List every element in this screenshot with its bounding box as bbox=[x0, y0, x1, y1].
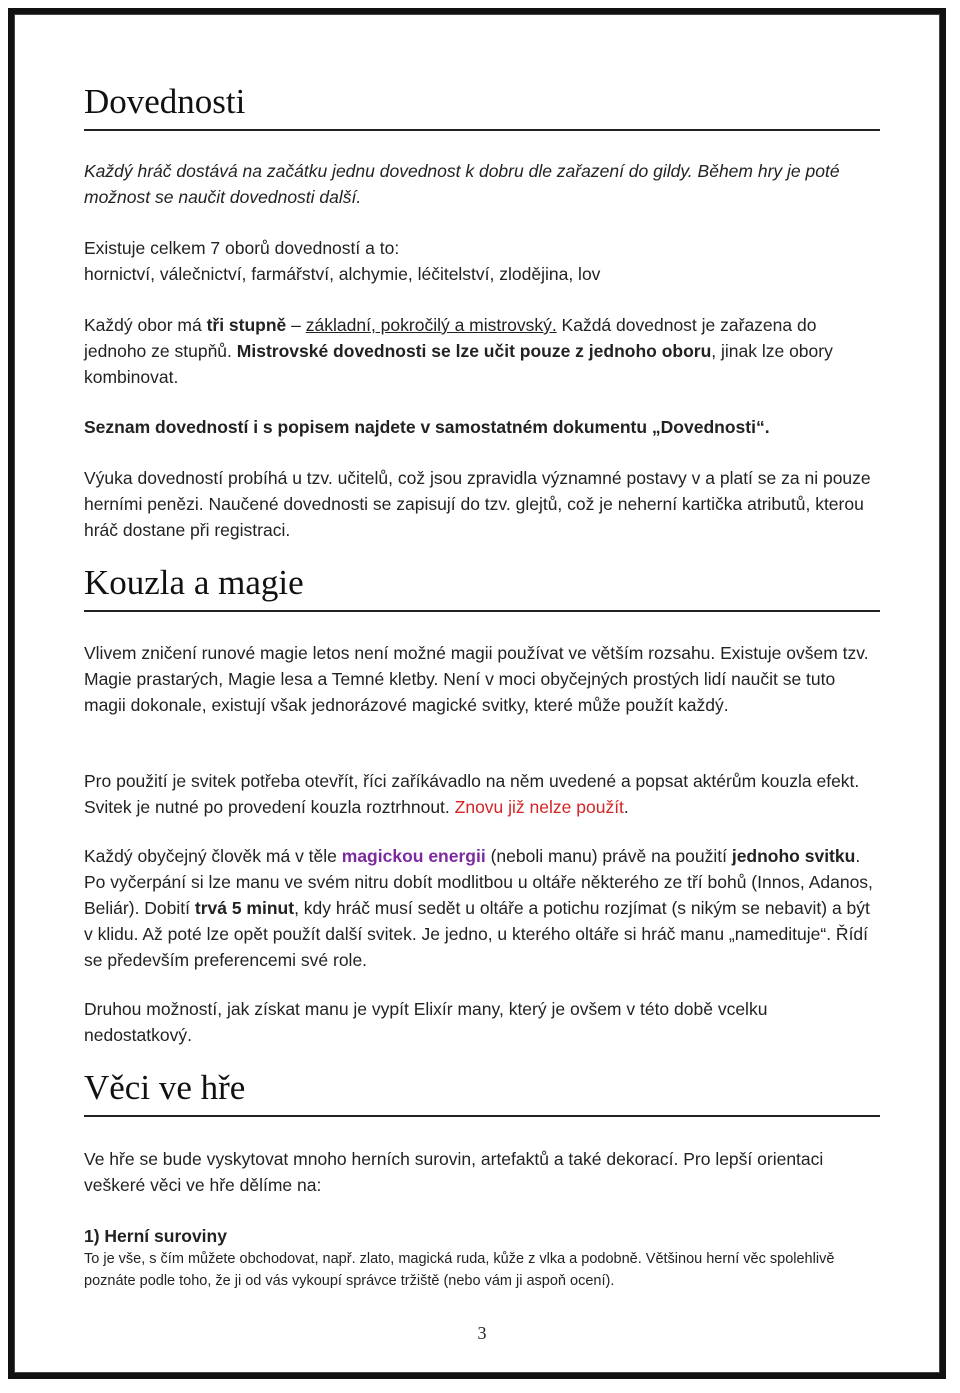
text-run: – bbox=[286, 315, 306, 335]
text-run: Každý obor má bbox=[84, 315, 207, 335]
bold-run: tři stupně bbox=[206, 315, 287, 335]
heading-dovednosti: Dovednosti bbox=[84, 82, 246, 121]
red-run: Znovu již nelze použít bbox=[454, 797, 624, 817]
text-run: , kdy hráč musí sedět u oltáře a potichu rozjímat (s nikým se nebavit) a být v klidu. Až poté lze opět použít další svitek. Je jedno, u kterého oltáře si hráč manu „namedituje“. Řídí se především preferencemi své role. bbox=[84, 898, 870, 970]
teaching-paragraph: Výuka dovedností probíhá u tzv. učitelů, což jsou zpravidla významné postavy v a platí se za ni pouze herními penězi. Naučené dovednosti se zapisují do tzv. glejtů, což je neherní kartička atributů, kterou hráč dostane při registraci. bbox=[84, 468, 871, 540]
page-number: 3 bbox=[477, 1323, 487, 1343]
text-run: , jinak lze obory kombinovat. bbox=[84, 341, 833, 387]
heading-kouzla: Kouzla a magie bbox=[84, 563, 304, 602]
text-run: Každý obyčejný člověk má v těle bbox=[84, 846, 342, 866]
purple-run: magickou energii bbox=[341, 846, 486, 866]
magic-paragraph-1: Vlivem zničení runové magie letos není možné magii používat ve větším rozsahu. Existuje ovšem tzv. Magie prastarých, Magie lesa a Temné kletby. Není v moci obyčejných prostých lidí naučit se tuto magii dokonale, existují však jednorázové magické svitky, které může použít každý. bbox=[84, 643, 869, 715]
skill-list-note: Seznam dovedností i s popisem najdete v samostatném dokumentu „Dovednosti“. bbox=[84, 417, 770, 437]
fields-list: hornictví, válečnictví, farmářství, alchymie, léčitelství, zlodějina, lov bbox=[84, 264, 601, 284]
magic-paragraph-2 bbox=[84, 768, 880, 820]
heading-veci: Věci ve hře bbox=[84, 1068, 246, 1107]
heading-rule bbox=[84, 129, 880, 131]
items-paragraph: Ve hře se bude vyskytovat mnoho herních surovin, artefaktů a také dekorací. Pro lepší orientaci veškeré věci ve hře dělíme na: bbox=[84, 1149, 824, 1195]
text-run: . Po vyčerpání si lze manu ve svém nitru dobít modlitbou u oltáře některého ze tří bohů (Innos, Adanos, Beliár). Dobití bbox=[84, 846, 873, 918]
magic-paragraph-4: Druhou možností, jak získat manu je vypít Elixír many, který je ovšem v této době vcelku nedostatkový. bbox=[84, 999, 768, 1045]
heading-rule bbox=[84, 1115, 880, 1117]
bold-run: jednoho svitku bbox=[731, 846, 856, 866]
subheading-herni-suroviny: 1) Herní suroviny bbox=[84, 1226, 227, 1246]
intro-paragraph: Každý hráč dostává na začátku jednu dovednost k dobru dle zařazení do gildy. Během hry je poté možnost se naučit dovednosti další. bbox=[84, 161, 840, 207]
heading-rule bbox=[84, 610, 880, 612]
text-run: Každá dovednost je zařazena do jednoho ze stupňů. bbox=[84, 315, 817, 361]
underlined-run: základní, pokročilý a mistrovský. bbox=[305, 315, 557, 335]
fields-intro: Existuje celkem 7 oborů dovedností a to: bbox=[84, 238, 400, 258]
text-run: (neboli manu) právě na použití bbox=[485, 846, 732, 866]
magic-paragraph-3 bbox=[84, 843, 880, 973]
bold-run: Mistrovské dovednosti se lze učit pouze z jednoho oboru bbox=[236, 341, 712, 361]
bold-run: trvá 5 minut bbox=[194, 898, 295, 918]
text-run: Pro použití je svitek potřeba otevřít, říci zaříkávadlo na něm uvedené a popsat aktérům kouzla efekt. Svitek je nutné po provedení kouzla roztrhnout. bbox=[84, 771, 860, 817]
text-run: . bbox=[623, 797, 629, 817]
herni-suroviny-text: To je vše, s čím můžete obchodovat, např. zlato, magická ruda, kůže z vlka a podobně. Většinou herní věc spolehlivě poznáte podle toho, že ji od vás vykoupí správce tržiště (nebo vám ji aspoň ocení). bbox=[84, 1251, 835, 1289]
levels-paragraph bbox=[84, 312, 880, 390]
